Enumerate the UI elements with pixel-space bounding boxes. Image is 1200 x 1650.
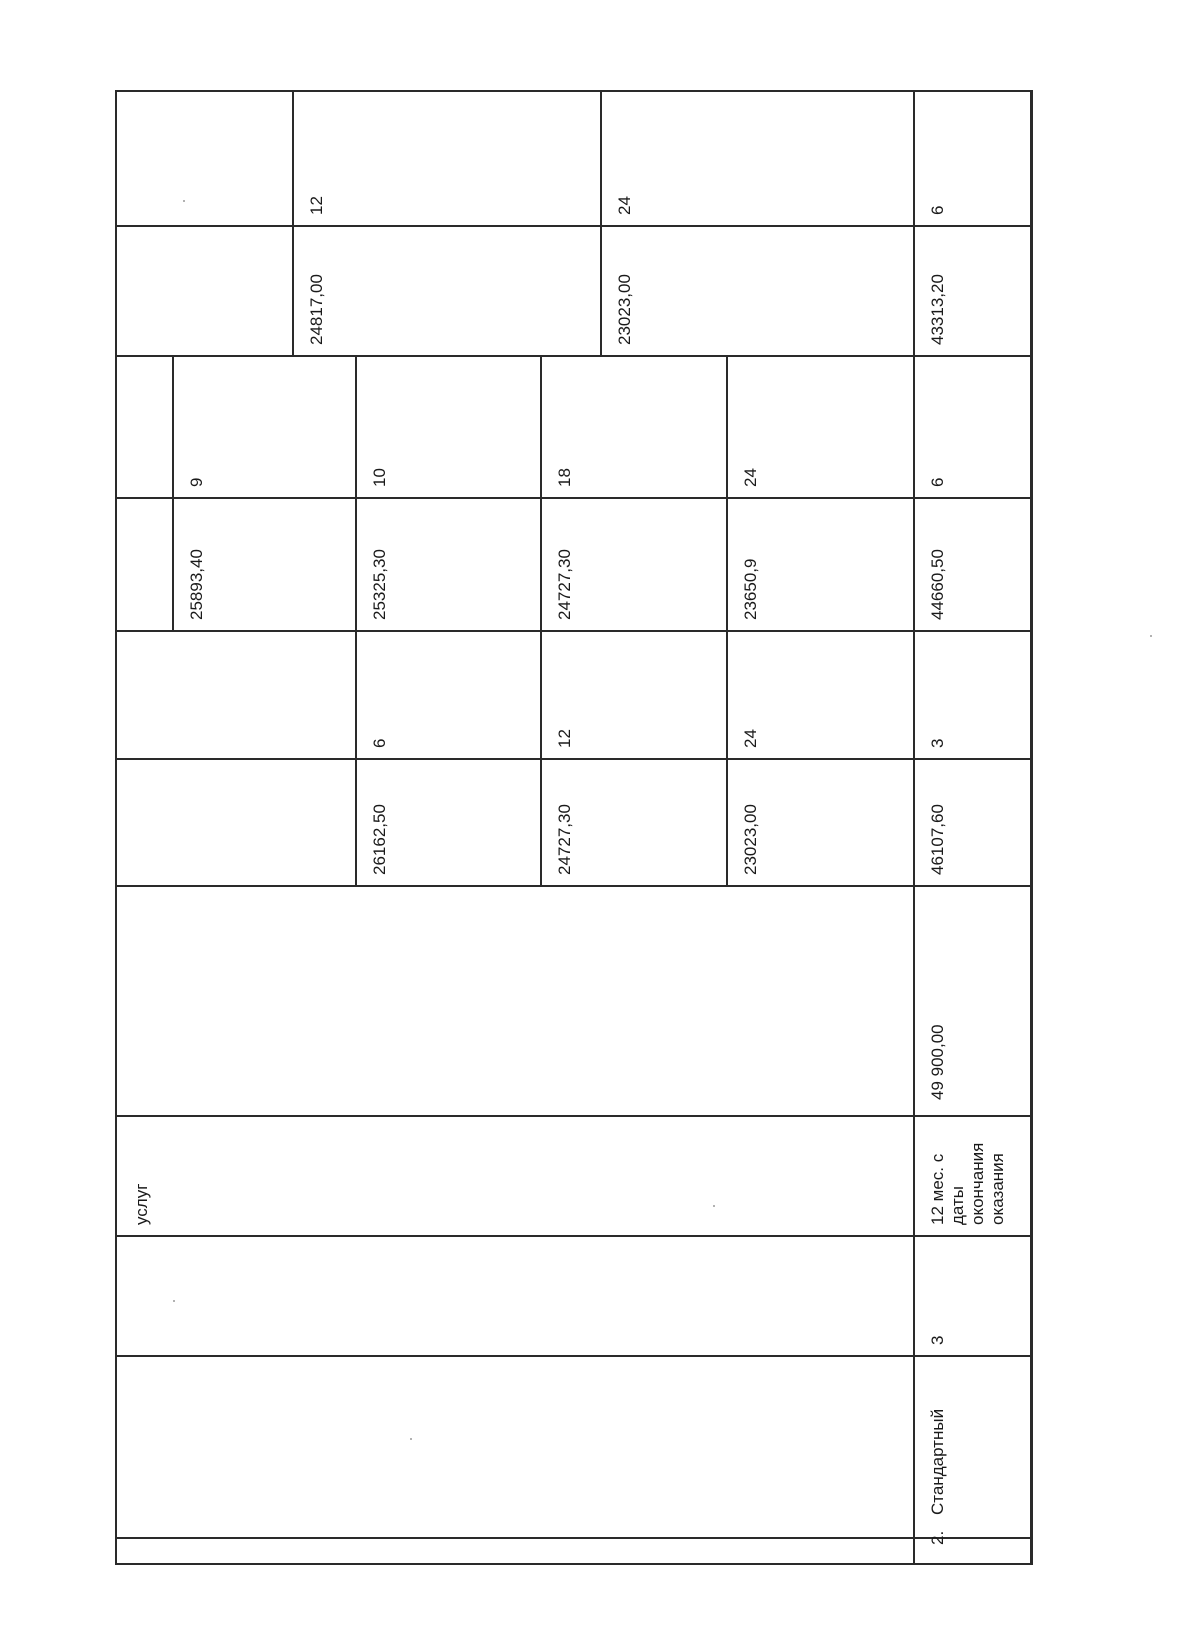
tier-qty: 6 — [928, 205, 947, 215]
column-divider — [115, 1355, 1033, 1357]
row-divider — [172, 355, 174, 630]
scan-speck — [173, 1300, 175, 1302]
term-continuation: услуг — [132, 1183, 151, 1225]
row-divider — [540, 355, 542, 885]
row-divider — [292, 90, 294, 355]
tier-qty: 24 — [741, 729, 760, 748]
term-line: оказания — [988, 1153, 1007, 1225]
tier-qty: 6 — [370, 738, 389, 748]
scan-speck — [183, 200, 185, 202]
tier-price: 26162,50 — [370, 804, 389, 875]
term-line: даты — [948, 1185, 967, 1225]
tier-qty: 12 — [555, 729, 574, 748]
tier-qty: 24 — [615, 196, 634, 215]
row-divider — [726, 355, 728, 885]
base-price: 49 900,00 — [928, 1024, 947, 1100]
tier-price: 23023,00 — [615, 274, 634, 345]
column-divider — [115, 885, 1033, 887]
scan-speck — [1150, 635, 1152, 637]
column-divider — [115, 355, 1033, 357]
tier-price: 25325,30 — [370, 549, 389, 620]
scan-speck — [713, 1205, 715, 1207]
tier-price: 23650,9 — [741, 558, 760, 620]
tier-qty: 3 — [928, 738, 947, 748]
table-border-bottom — [115, 1563, 1033, 1565]
row-divider — [1030, 90, 1032, 1565]
tier-price: 44660,50 — [928, 549, 947, 620]
column-divider — [115, 630, 1033, 632]
tier-qty: 9 — [187, 477, 206, 487]
term-line: окончания — [968, 1142, 987, 1225]
column-divider — [115, 1235, 1033, 1237]
tier-price: 23023,00 — [741, 804, 760, 875]
tariff-name: Стандартный — [928, 1408, 947, 1515]
term-line: 12 мес. с — [928, 1153, 947, 1225]
row-divider — [600, 90, 602, 355]
tier-price: 24727,30 — [555, 549, 574, 620]
number-cell-divider — [115, 1537, 1033, 1539]
tier-price: 43313,20 — [928, 274, 947, 345]
tier-qty: 12 — [307, 196, 326, 215]
quantity-value: 3 — [928, 1335, 947, 1345]
tier-qty: 6 — [928, 477, 947, 487]
table-border-left — [115, 90, 117, 1565]
tier-price: 25893,40 — [187, 549, 206, 620]
subcolumn-divider — [115, 758, 1033, 760]
subcolumn-divider — [115, 225, 1033, 227]
tier-qty: 24 — [741, 468, 760, 487]
column-divider — [115, 1115, 1033, 1117]
tier-price: 24817,00 — [307, 274, 326, 345]
subcolumn-divider — [115, 497, 1033, 499]
row-divider — [913, 90, 915, 1565]
tier-price: 24727,30 — [555, 804, 574, 875]
tier-qty: 10 — [370, 468, 389, 487]
row-number: 2. — [928, 1530, 947, 1545]
tier-price: 46107,60 — [928, 804, 947, 875]
scan-speck — [410, 1438, 412, 1440]
table-border-top — [115, 90, 1033, 92]
tier-qty: 18 — [555, 468, 574, 487]
row-divider — [355, 355, 357, 885]
